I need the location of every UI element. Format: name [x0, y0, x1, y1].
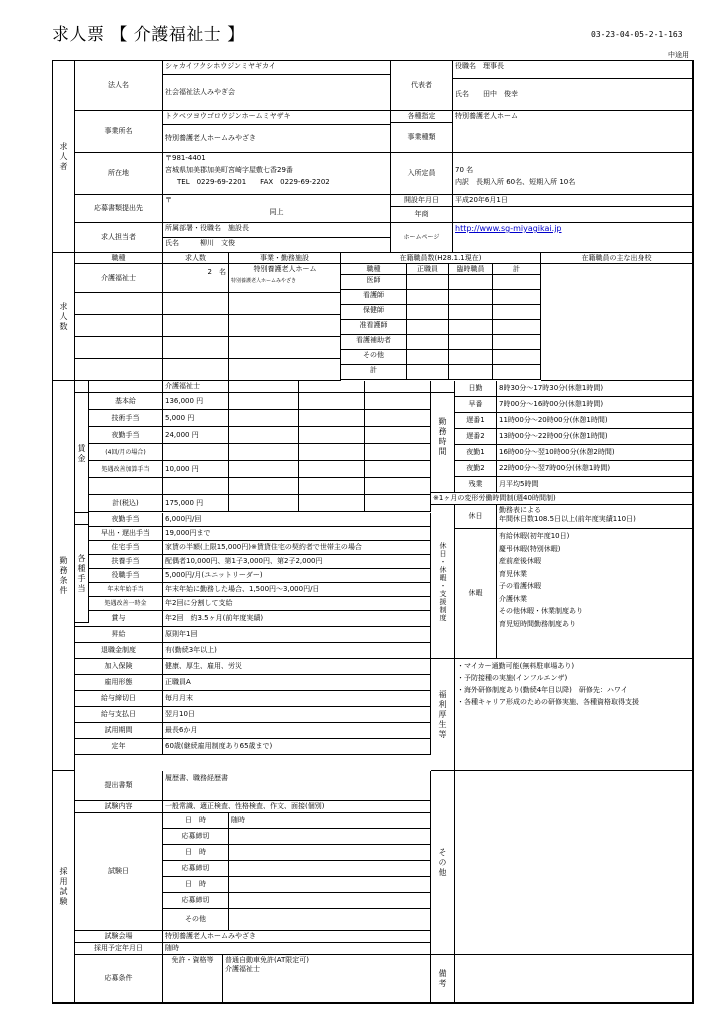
- wage-blank: [229, 478, 299, 495]
- condition-value: 最長6か月: [163, 723, 431, 739]
- allowance-label: 処遇改善一時金: [89, 597, 163, 611]
- staff-part: [449, 320, 493, 335]
- section-employer: 求人者: [53, 61, 75, 253]
- wage-blank: [299, 410, 365, 427]
- condition-label: 試用期間: [75, 723, 163, 739]
- leave-detail: [497, 529, 693, 659]
- leave-line: 育児休業: [499, 569, 527, 578]
- staff-part: [449, 365, 493, 380]
- wage-value: 136,000 円: [163, 393, 229, 410]
- origin-schools: [541, 264, 693, 381]
- wage-blank: [229, 495, 299, 512]
- opened: 平成20年6月1日: [453, 195, 693, 207]
- allowance-label: 早出・遅出手当: [89, 527, 163, 541]
- allowance-label: 扶養手当: [89, 555, 163, 569]
- allowance-label: 年末年始手当: [89, 583, 163, 597]
- leave-line: 有給休暇(初年度10日): [499, 532, 570, 540]
- wage-label: 夜勤手当: [89, 427, 163, 444]
- license-line-1: 普通自動車免許(AT限定可): [225, 956, 309, 964]
- wage-blank: [365, 427, 431, 444]
- submit-same: 同上: [163, 207, 391, 223]
- staff-total: [493, 275, 541, 290]
- section-welfare: 福利厚生等: [431, 659, 455, 771]
- condition-label: 退職金制度: [75, 643, 163, 659]
- staff-total: [493, 320, 541, 335]
- shift-label: 夜勤2: [455, 461, 497, 477]
- staff-total: [493, 350, 541, 365]
- business-type: 特別養護老人ホーム: [453, 111, 693, 153]
- job-offer-sheet: [52, 60, 694, 1004]
- docs-label: 提出書類: [75, 771, 163, 801]
- annual-sales-label: 年商: [391, 207, 453, 223]
- shift-value: 22時00分～翌7時00分(休憩1時間): [497, 461, 693, 477]
- allowance-value: 配偶者10,000円、第1子3,000円、第2子2,000円: [163, 555, 431, 569]
- staff-role: 計: [341, 365, 407, 380]
- address-line: 宮城県加美郡加美町宮崎字屋敷七香29番: [165, 166, 293, 174]
- exam-date-label: 試験日: [75, 813, 163, 931]
- holiday-label: 休日: [455, 505, 497, 529]
- col-full: 正職員: [407, 264, 449, 275]
- business-type-label: 事業種類: [391, 123, 453, 153]
- recruit-count: 2 名: [163, 264, 229, 293]
- welfare-line: ・予防接種の実施(インフルエンザ): [457, 674, 568, 682]
- wage-label: (4回/月の場合): [89, 444, 163, 461]
- shift-value: 11時00分～20時00分(休憩1時間): [497, 413, 693, 429]
- leave-line: 介護休業: [499, 594, 527, 603]
- capacity-label: 入所定員: [391, 153, 453, 195]
- condition-label: 給与締切日: [75, 691, 163, 707]
- requirements-label: 応募条件: [75, 955, 163, 1003]
- leave-line: 産前産後休暇: [499, 557, 541, 565]
- allowance-label: 夜勤手当: [89, 513, 163, 527]
- recruit-place-sub: 特別養護老人ホームみやざき: [229, 276, 341, 293]
- capacity: 70 名: [455, 166, 474, 174]
- representative-title: 役職名 理事長: [453, 61, 693, 79]
- origin-header: 在籍職員の主な出身校: [541, 253, 693, 264]
- wage-value: 5,000 円: [163, 410, 229, 427]
- phone-fax: TEL 0229-69-2201 FAX 0229-69-2202: [163, 177, 391, 195]
- holiday-line-1: 勤務表による: [499, 506, 541, 514]
- section-selection: 採用試験: [53, 771, 75, 1003]
- col-role: 職種: [341, 264, 407, 275]
- shift-label: 遅番1: [455, 413, 497, 429]
- leave-line: その他休暇・休業制度あり: [499, 607, 583, 615]
- staff-role: 医師: [341, 275, 407, 290]
- office-name-label: 事業所名: [75, 111, 163, 153]
- wage-label: 計(税込): [89, 495, 163, 512]
- condition-label: 昇給: [75, 627, 163, 643]
- wage-blank: [365, 393, 431, 410]
- staff-full: [407, 290, 449, 305]
- homepage-cell: [453, 223, 693, 253]
- homepage-link[interactable]: http://www.sg-miyagikai.jp: [455, 224, 562, 233]
- content: 一般常識、適正検査、性格検査、作文、面接(個別): [163, 801, 431, 813]
- condition-value: 翌月10日: [163, 707, 431, 723]
- wage-blank: [365, 461, 431, 478]
- staff-full: [407, 275, 449, 290]
- license-line-2: 介護福祉士: [225, 965, 260, 973]
- staff-total: [493, 305, 541, 320]
- welfare-detail: [455, 659, 693, 771]
- exam-row-label: 応募締切: [163, 893, 229, 909]
- exam-row-value: [229, 893, 431, 909]
- col-total: 計: [493, 264, 541, 275]
- wage-blank: [229, 444, 299, 461]
- welfare-line: ・各種キャリア形成のための研修実施、各種資格取得支援: [457, 698, 639, 706]
- condition-value: 原則年1回: [163, 627, 431, 643]
- staff-full: [407, 320, 449, 335]
- allowance-value: 19,000円まで: [163, 527, 431, 541]
- shift-value: 7時00分～16時00分(休憩1時間): [497, 397, 693, 413]
- allowance-value: 家賃の半額(上限15,000円)※賃貸住宅の契約者で世帯主の場合: [163, 541, 431, 555]
- shift-label: 早番: [455, 397, 497, 413]
- condition-value: 有(勤続3年以上): [163, 643, 431, 659]
- wage-label: 基本給: [89, 393, 163, 410]
- condition-value: 正職員A: [163, 675, 431, 691]
- allowance-label: 役職手当: [89, 569, 163, 583]
- exam-row-label: 応募締切: [163, 861, 229, 877]
- col-job: 職種: [75, 253, 163, 264]
- allowance-value: 年2回に分割して支給: [163, 597, 431, 611]
- shift-value: 8時30分～17時30分(休憩1時間): [497, 381, 693, 397]
- shift-value: 13時00分～22時00分(休憩1時間): [497, 429, 693, 445]
- wage-blank: [299, 478, 365, 495]
- condition-label: 給与支払日: [75, 707, 163, 723]
- allowance-value: 年末年始に勤務した場合、1,500円～3,000円/日: [163, 583, 431, 597]
- col-place: 事業・勤務施設: [229, 253, 341, 264]
- condition-label: 雇用形態: [75, 675, 163, 691]
- welfare-line: ・マイカー通勤可能(無料駐車場あり): [457, 662, 575, 670]
- homepage-label: ホームページ: [391, 223, 453, 253]
- venue-label: 試験会場: [75, 931, 163, 943]
- wage-value: 10,000 円: [163, 461, 229, 478]
- hire-date-label: 採用予定年月日: [75, 943, 163, 955]
- leave-label: 休暇: [455, 529, 497, 659]
- leave-line: 子の看護休暇: [499, 582, 541, 590]
- exam-row-label: 日 時: [163, 813, 229, 829]
- leave-line: 育児短時間勤務制度あり: [499, 619, 576, 628]
- wage-value: [163, 444, 229, 461]
- staff-role: 看護補助者: [341, 335, 407, 350]
- holiday-detail: [497, 505, 693, 529]
- wage-blank: [229, 393, 299, 410]
- section-holidays: 休日・休暇・支援制度: [431, 505, 455, 659]
- section-hours: 勤務時間: [431, 381, 455, 493]
- wage-blank: [229, 410, 299, 427]
- wage-blank: [299, 495, 365, 512]
- col-count: 求人数: [163, 253, 229, 264]
- annual-sales: [453, 207, 693, 223]
- corp-name: 社会福祉法人みやぎ会: [163, 75, 391, 111]
- exam-row-value: [229, 845, 431, 861]
- wage-value: 175,000 円: [163, 495, 229, 512]
- condition-label: 加入保険: [75, 659, 163, 675]
- staff-full: [407, 335, 449, 350]
- allowance-label: 住宅手当: [89, 541, 163, 555]
- office-name: 特別養護老人ホームみやざき: [163, 125, 391, 153]
- submit-zip: 〒: [165, 196, 172, 204]
- exam-other-value: [229, 909, 431, 931]
- staff-total: [493, 365, 541, 380]
- staff-role: 看護師: [341, 290, 407, 305]
- representative-name: 氏名 田中 俊幸: [453, 79, 693, 111]
- contact-name: 氏名 柳川 文俊: [163, 238, 391, 253]
- shift-label: 日勤: [455, 381, 497, 397]
- section-remarks: 備考: [431, 955, 455, 1003]
- page-title: 求人票 【 介護福祉士 】: [52, 25, 245, 45]
- wage-blank: [229, 461, 299, 478]
- exam-row-value: 随時: [229, 813, 431, 829]
- staff-part: [449, 305, 493, 320]
- exam-row-label: 応募締切: [163, 829, 229, 845]
- shift-value: 月平均5時間: [497, 477, 693, 493]
- shift-label: 夜勤1: [455, 445, 497, 461]
- content-label: 試験内容: [75, 801, 163, 813]
- contact-dept: 所属部署・役職名 施設長: [163, 223, 391, 238]
- hire-date: 随時: [163, 943, 431, 955]
- wage-blank: [299, 427, 365, 444]
- wage-blank: [299, 393, 365, 410]
- exam-other-label: その他: [163, 909, 229, 931]
- condition-value: 60歳(継続雇用制度あり65歳まで): [163, 739, 431, 755]
- wage-label: 技術手当: [89, 410, 163, 427]
- section-other: その他: [431, 771, 455, 955]
- condition-value: 年2回 約3.5ヶ月(前年度実績): [163, 611, 431, 627]
- license-label: 免許・資格等: [163, 955, 223, 1003]
- recruit-place: 特別養護老人ホーム: [253, 265, 317, 273]
- submit-to-label: 応募書類提出先: [75, 195, 163, 223]
- staff-total: [493, 335, 541, 350]
- wage-blank: [229, 427, 299, 444]
- section-recruit-count: 求人数: [53, 253, 75, 381]
- wage-blank: [299, 444, 365, 461]
- wage-value: 24,000 円: [163, 427, 229, 444]
- address-label: 所在地: [75, 153, 163, 195]
- shift-label: 残業: [455, 477, 497, 493]
- form-code: 03-23-04-05-2-1-163: [591, 30, 683, 39]
- col-part: 臨時職員: [449, 264, 493, 275]
- capacity-detail: 内訳 長期入所 60名、短期入所 10名: [453, 177, 693, 195]
- recruit-job: 介護福祉士: [75, 264, 163, 293]
- staff-part: [449, 290, 493, 305]
- condition-value: 毎月月末: [163, 691, 431, 707]
- staff-full: [407, 305, 449, 320]
- exam-row-value: [229, 877, 431, 893]
- representative-label: 代表者: [391, 61, 453, 111]
- wage-blank: [365, 495, 431, 512]
- staff-part: [449, 350, 493, 365]
- allowance-value: 6,000円/回: [163, 513, 431, 527]
- section-wage: 賃金: [75, 395, 89, 513]
- wage-job-header: 介護福祉士: [163, 381, 229, 393]
- exam-row-label: 日 時: [163, 877, 229, 893]
- staff-part: [449, 275, 493, 290]
- staff-role: その他: [341, 350, 407, 365]
- license-detail: [223, 955, 431, 1003]
- staff-header: 在籍職員数(H28.1.1現在): [341, 253, 541, 264]
- remarks-detail: [455, 955, 693, 1003]
- docs: 履歴書、職務経歴書: [163, 771, 431, 801]
- exam-row-label: 日 時: [163, 845, 229, 861]
- hours-note: ※1ヶ月の変形労働時間制(週40時間制): [431, 493, 693, 505]
- condition-label: 定年: [75, 739, 163, 755]
- shift-label: 遅番2: [455, 429, 497, 445]
- address-zip: 〒981-4401: [165, 154, 206, 162]
- wage-value: [163, 478, 229, 495]
- venue: 特別養護老人ホームみやざき: [163, 931, 431, 943]
- designation-label: 各種指定: [391, 111, 453, 123]
- wage-blank: [299, 461, 365, 478]
- wage-label: [89, 478, 163, 495]
- condition-value: 健康、厚生、雇用、労災: [163, 659, 431, 675]
- wage-blank: [365, 478, 431, 495]
- staff-full: [407, 350, 449, 365]
- section-conditions: 勤務条件: [53, 381, 75, 771]
- wage-blank: [365, 410, 431, 427]
- staff-full: [407, 365, 449, 380]
- shift-value: 16時00分～翌10時00分(休憩2時間): [497, 445, 693, 461]
- exam-row-value: [229, 861, 431, 877]
- staff-role: 准看護師: [341, 320, 407, 335]
- other-detail: [455, 771, 693, 955]
- opened-label: 開設年月日: [391, 195, 453, 207]
- contact-label: 求人担当者: [75, 223, 163, 253]
- condition-label: 賞与: [75, 611, 163, 627]
- form-use-label: 中途用: [668, 51, 689, 59]
- staff-role: 保健師: [341, 305, 407, 320]
- corp-name-kana: シャカイフクシホウジンミヤギカイ: [163, 61, 391, 75]
- wage-label: 処遇改善加算手当: [89, 461, 163, 478]
- allowance-value: 5,000円/月(ユニットリーダー): [163, 569, 431, 583]
- corp-name-label: 法人名: [75, 61, 163, 111]
- wage-blank: [365, 444, 431, 461]
- office-name-kana: トクベツヨウゴロウジンホームミヤザキ: [163, 111, 391, 125]
- staff-part: [449, 335, 493, 350]
- staff-total: [493, 290, 541, 305]
- section-allowance: 各種手当: [75, 525, 89, 623]
- leave-line: 慶弔休暇(特別休暇): [499, 544, 561, 553]
- exam-row-value: [229, 829, 431, 845]
- welfare-line: ・海外研修制度あり(勤続4年目以降) 研修先：ハワイ: [457, 686, 628, 694]
- holiday-line-2: 年間休日数108.5日以上(前年度実績110日): [499, 515, 636, 523]
